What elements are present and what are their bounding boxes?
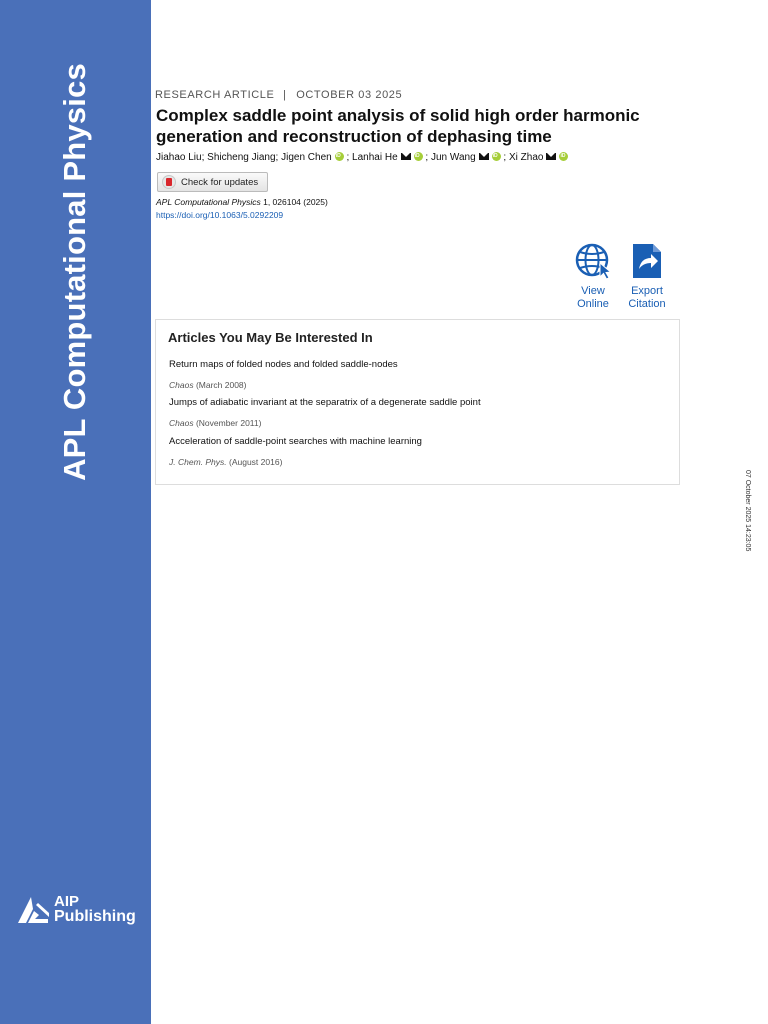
related-article-journal: J. Chem. Phys. [169, 457, 227, 467]
related-article-date: (March 2008) [193, 380, 247, 390]
author-list [156, 152, 568, 163]
meta-separator: | [283, 89, 287, 101]
related-article-source [169, 418, 481, 428]
related-article-journal: Chaos [169, 418, 194, 428]
related-article-title[interactable]: Return maps of folded nodes and folded saddle-nodes [169, 359, 398, 370]
related-article-source [169, 457, 422, 467]
export-citation-line1: Export [631, 285, 663, 297]
download-timestamp: 07 October 2025 14:23:05 [744, 470, 751, 552]
export-citation-line2: Citation [628, 298, 666, 310]
related-article-date: (November 2011) [193, 418, 262, 428]
export-document-icon [632, 243, 662, 279]
aip-logo-icon [18, 897, 50, 923]
logo-line-publishing: Publishing [54, 908, 136, 925]
aip-publishing-logo[interactable] [18, 894, 138, 930]
citation-line [156, 197, 328, 207]
view-online-button[interactable] [572, 243, 614, 310]
citation-details: 1, 026104 (2025) [260, 197, 328, 207]
author-name[interactable]: ; Jun Wang [425, 152, 476, 163]
crossmark-icon [162, 175, 176, 189]
journal-name: APL Computational Physics [57, 63, 92, 481]
related-article-title[interactable]: Jumps of adiabatic invariant at the separatrix of a degenerate saddle point [169, 397, 481, 408]
related-article [169, 359, 398, 390]
article-title: Complex saddle point analysis of solid high order harmonic generation and reconstruction of dephasing time [156, 106, 640, 146]
logo-line-aip: AIP [54, 893, 80, 910]
orcid-icon[interactable] [335, 152, 344, 161]
journal-sidebar [0, 0, 151, 1024]
related-articles-heading: Articles You May Be Interested In [168, 330, 373, 345]
related-article [169, 397, 481, 428]
author-name[interactable]: ; Lanhai He [346, 152, 398, 163]
globe-icon [574, 243, 612, 279]
orcid-icon[interactable] [492, 152, 501, 161]
article-meta [155, 89, 402, 101]
author-name[interactable]: Jigen Chen [281, 152, 332, 163]
mail-icon[interactable] [479, 153, 489, 160]
orcid-icon[interactable] [414, 152, 423, 161]
author-name[interactable]: Shicheng Jiang; [207, 152, 279, 163]
export-citation-button[interactable] [624, 243, 670, 310]
view-online-line1: View [581, 285, 605, 297]
mail-icon[interactable] [546, 153, 556, 160]
orcid-icon[interactable] [559, 152, 568, 161]
view-online-line2: Online [577, 298, 609, 310]
check-for-updates-label: Check for updates [181, 176, 259, 188]
check-for-updates-button[interactable] [157, 172, 268, 192]
related-article-title[interactable]: Acceleration of saddle-point searches with machine learning [169, 436, 422, 447]
related-article [169, 436, 422, 467]
citation-journal: APL Computational Physics [156, 197, 261, 207]
doi-link[interactable]: https://doi.org/10.1063/5.0292209 [156, 210, 284, 220]
related-articles-panel [155, 319, 680, 485]
related-article-source [169, 380, 398, 390]
article-type: RESEARCH ARTICLE [155, 89, 275, 101]
related-article-date: (August 2016) [226, 457, 283, 467]
mail-icon[interactable] [401, 153, 411, 160]
related-article-journal: Chaos [169, 380, 194, 390]
author-name[interactable]: Jiahao Liu; [156, 152, 205, 163]
article-date: OCTOBER 03 2025 [296, 89, 403, 101]
author-name[interactable]: ; Xi Zhao [503, 152, 544, 163]
